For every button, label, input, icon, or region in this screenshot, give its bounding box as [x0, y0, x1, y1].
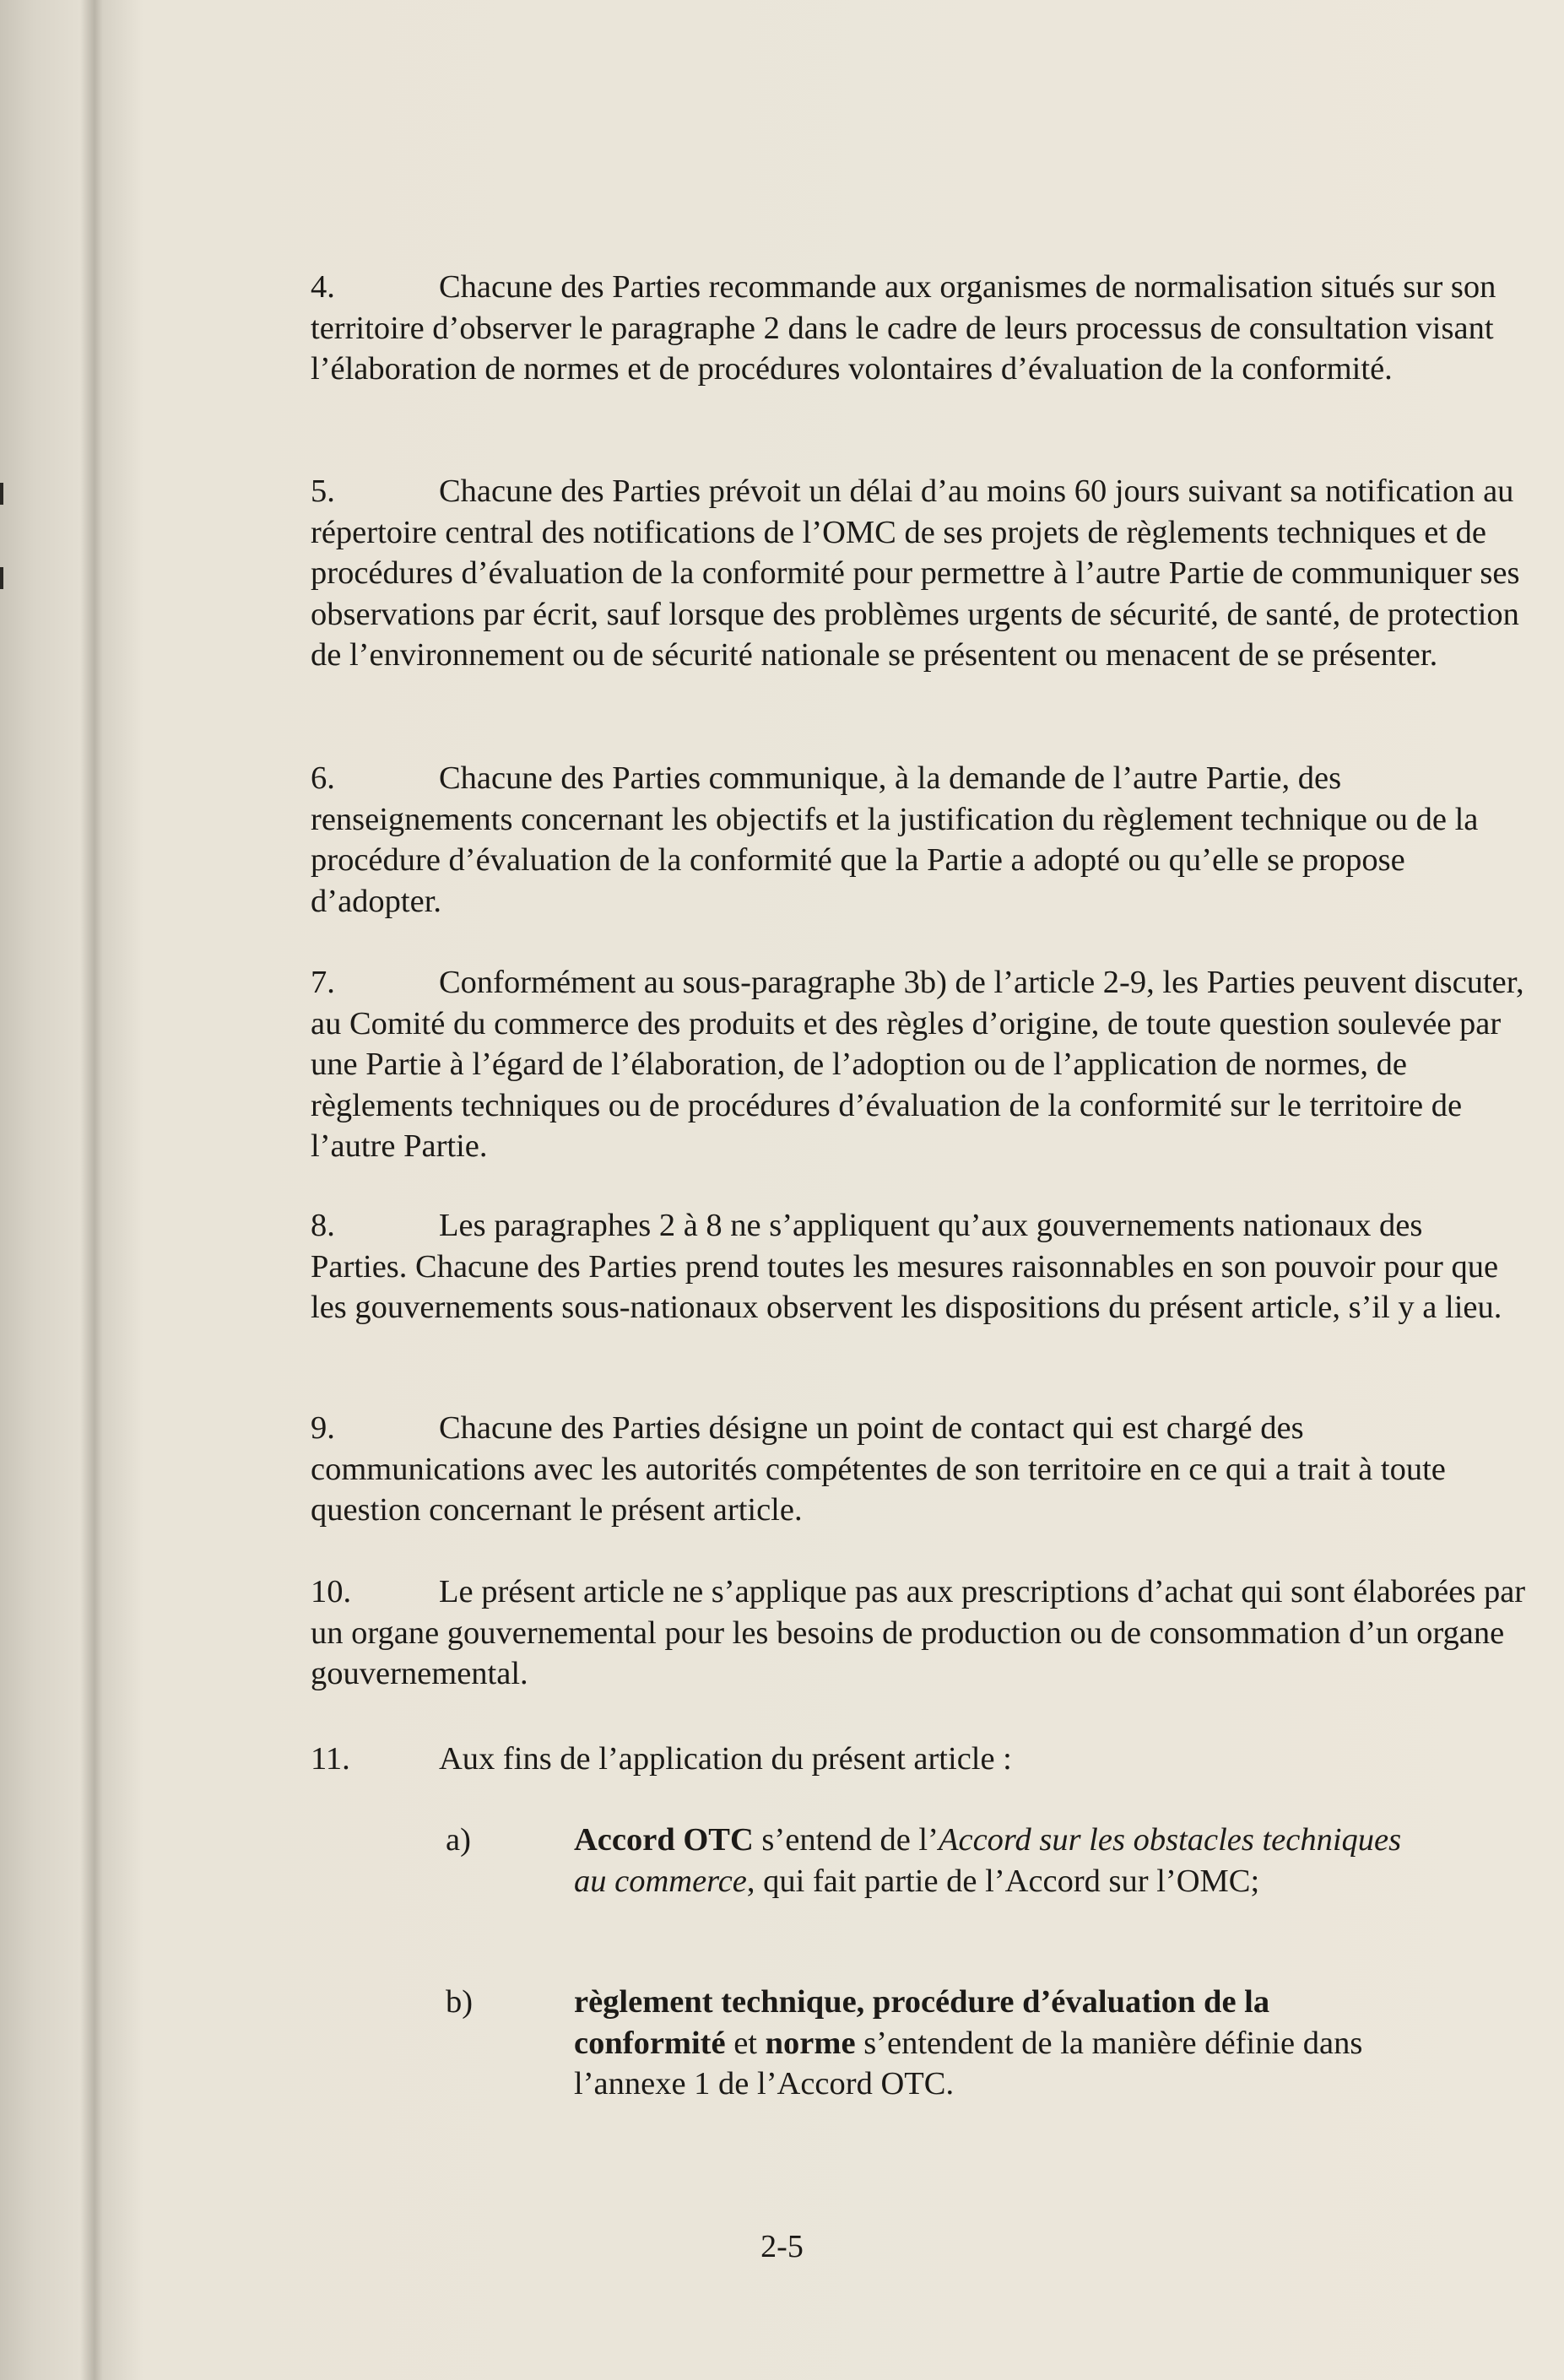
definition-text: , qui fait partie de l’Accord sur l’OMC; — [746, 1863, 1260, 1899]
paragraph-text: Conformément au sous-paragraphe 3b) de l’article 2-9, les Parties peuvent discuter, au Comité du commerce des produits et des règles d’origine, de toute question soulevée par une Partie à l’égard de l’élaboration, de l’adoption ou de l’application de normes, de règlements techniques ou de procédures d’évaluation de la conformité sur le territoire de l’autre Partie. — [311, 965, 1524, 1164]
paragraph-10 — [311, 1571, 1526, 1695]
paragraph-number: 7. — [311, 965, 335, 1000]
margin-mark — [0, 483, 3, 505]
paragraph-text: Le présent article ne s’applique pas aux prescriptions d’achat qui sont élaborées par un organe gouvernemental pour les besoins de production ou de consommation d’un organe gouvernemental. — [311, 1574, 1526, 1691]
paragraph-7 — [311, 962, 1526, 1167]
margin-mark — [0, 567, 3, 589]
paragraph-number: 9. — [311, 1410, 335, 1446]
paragraph-number: 4. — [311, 269, 335, 305]
definition-text: s’entend de l’ — [753, 1822, 939, 1858]
agreement-title: Accord sur les obstacles techniques au commerce — [574, 1822, 1402, 1899]
sub-item-body — [574, 1982, 1418, 2105]
sub-item-letter: a) — [446, 1822, 471, 1858]
paragraph-text: Chacune des Parties communique, à la demande de l’autre Partie, des renseignements concernant les objectifs et la justification du règlement technique ou de la procédure d’évaluation de la conformité que la Partie a adopté ou qu’elle se propose d’adopter. — [311, 760, 1479, 919]
paragraph-number: 6. — [311, 760, 335, 796]
paragraph-5 — [311, 471, 1526, 676]
paragraph-number: 10. — [311, 1574, 352, 1609]
paragraph-6 — [311, 758, 1526, 922]
defined-term: Accord OTC — [574, 1822, 754, 1858]
paragraph-text: Chacune des Parties désigne un point de contact qui est chargé des communications avec les autorités compétentes de son territoire en ce qui a trait à toute question concernant le présent article. — [311, 1410, 1446, 1528]
paragraph-number: 5. — [311, 473, 335, 509]
paragraph-4 — [311, 267, 1526, 390]
paragraph-number: 11. — [311, 1741, 350, 1777]
paragraph-number: 8. — [311, 1208, 335, 1243]
defined-term: norme — [765, 2025, 856, 2061]
sub-item-letter: b) — [446, 1984, 474, 2020]
sub-item-body — [574, 1820, 1418, 1901]
defined-term: règlement technique, procédure d’évaluation de la conformité — [574, 1984, 1270, 2061]
paragraph-text: Les paragraphes 2 à 8 ne s’appliquent qu’aux gouvernements nationaux des Parties. Chacune des Parties prend toutes les mesures raisonnables en son pouvoir pour que les gouvernements sous-nationaux observent les dispositions du présent article, s’il y a lieu. — [311, 1208, 1502, 1325]
definition-text: et — [725, 2025, 766, 2061]
page-number: 2-5 — [760, 2229, 804, 2264]
paragraph-text: Aux fins de l’application du présent article : — [439, 1741, 1012, 1777]
paragraph-11 — [311, 1739, 1526, 1780]
definition-text: s’entendent de la manière définie dans l’annexe 1 de l’Accord OTC. — [574, 2025, 1363, 2101]
paragraph-9 — [311, 1408, 1526, 1531]
paragraph-8 — [311, 1205, 1526, 1328]
paragraph-text: Chacune des Parties prévoit un délai d’au moins 60 jours suivant sa notification au répertoire central des notifications de l’OMC de ses projets de règlements techniques et de procédures d’évaluation de la conformité pour permettre à l’autre Partie de communiquer ses observations par écrit, sauf lorsque des problèmes urgents de sécurité, de santé, de protection de l’environnement ou de sécurité nationale se présentent ou menacent de se présenter. — [311, 473, 1520, 673]
paragraph-text: Chacune des Parties recommande aux organismes de normalisation situés sur son territoire d’observer le paragraphe 2 dans le cadre de leurs processus de consultation visant l’élaboration de normes et de procédures volontaires d’évaluation de la conformité. — [311, 269, 1496, 387]
